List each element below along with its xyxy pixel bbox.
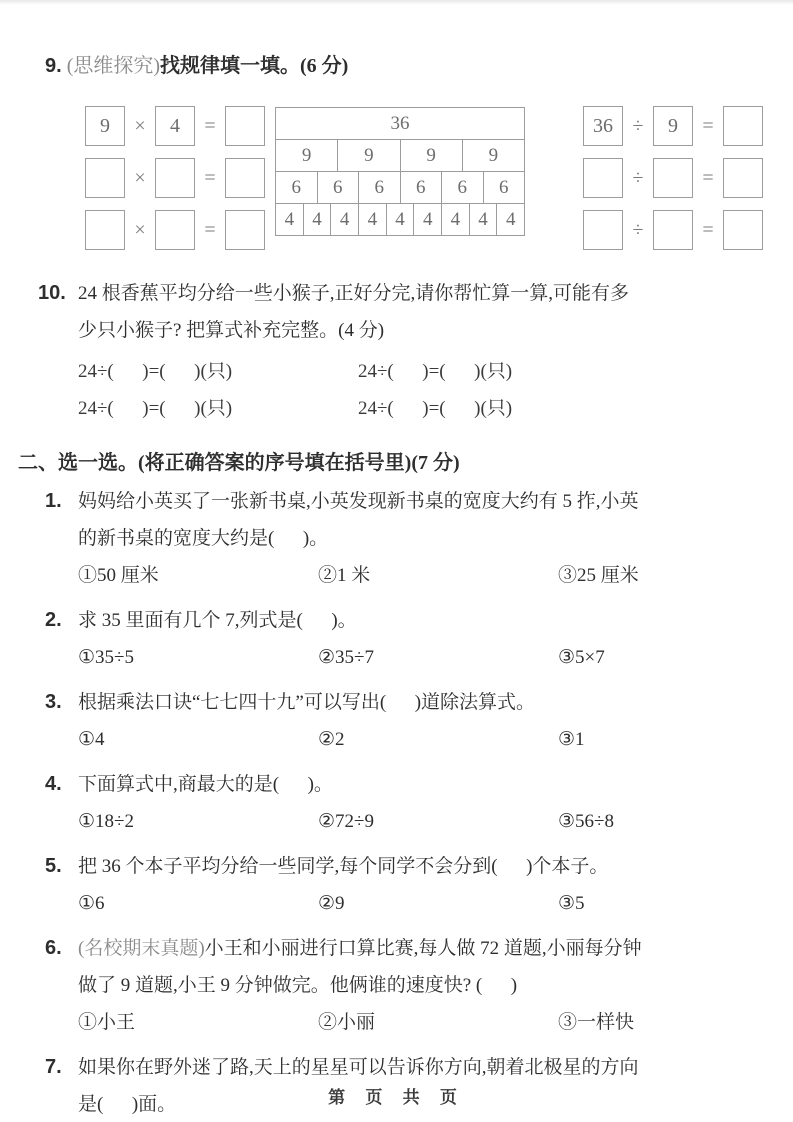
table-cell: 4 xyxy=(386,204,414,235)
question-text: (名校期末真题)小王和小丽进行口算比赛,每人做 72 道题,小丽每分钟 xyxy=(78,938,642,959)
option-1: ①50 厘米 xyxy=(78,565,159,586)
table-cell: 9 xyxy=(337,140,399,171)
equals-sign: = xyxy=(702,166,714,189)
equation-blank: 24÷( )=( )(只) xyxy=(78,361,233,382)
number-partition-table xyxy=(275,107,525,236)
option-2: ②9 xyxy=(318,893,345,914)
table-cell: 4 xyxy=(284,208,295,230)
question-1 xyxy=(45,483,793,594)
question-5 xyxy=(45,848,793,922)
question-2 xyxy=(45,602,793,676)
option-3: ③1 xyxy=(558,729,585,750)
multiply-sign: × xyxy=(134,114,146,137)
option-3: ③5×7 xyxy=(558,647,605,668)
table-cell: 4 xyxy=(441,204,469,235)
divide-sign: ÷ xyxy=(632,114,644,137)
option-1: ①18÷2 xyxy=(78,811,134,832)
equals-sign: = xyxy=(204,218,216,241)
option-2: ②35÷7 xyxy=(318,647,374,668)
answer-box: 9 xyxy=(653,106,693,146)
divide-sign: ÷ xyxy=(632,218,644,241)
division-fill-column xyxy=(583,105,769,251)
answer-box xyxy=(225,158,265,198)
answer-box xyxy=(225,210,265,250)
answer-box xyxy=(723,106,763,146)
answer-box xyxy=(583,158,623,198)
multiply-sign: × xyxy=(134,218,146,241)
division-row xyxy=(583,209,769,251)
table-cell: 6 xyxy=(317,172,359,203)
table-cell: 36 xyxy=(390,112,410,134)
question-number: 7. xyxy=(45,1056,62,1078)
question-number: 10. xyxy=(38,282,66,304)
option-2: ②小丽 xyxy=(318,1012,376,1033)
option-2: ②2 xyxy=(318,729,345,750)
answer-box xyxy=(723,210,763,250)
question-4 xyxy=(45,766,793,840)
option-3: ③一样快 xyxy=(558,1012,635,1033)
table-row xyxy=(276,203,524,235)
option-3: ③25 厘米 xyxy=(558,565,639,586)
options-row xyxy=(78,885,793,922)
divide-sign: ÷ xyxy=(632,166,644,189)
question-9-content xyxy=(85,105,793,251)
option-1: ①6 xyxy=(78,893,105,914)
table-cell: 6 xyxy=(441,172,483,203)
question-10 xyxy=(38,275,793,426)
question-number: 2. xyxy=(45,609,62,631)
table-cell: 9 xyxy=(301,144,312,166)
question-number: 3. xyxy=(45,691,62,713)
multiplication-fill-column xyxy=(85,105,271,251)
answer-box xyxy=(723,158,763,198)
table-cell: 9 xyxy=(400,140,462,171)
table-cell: 6 xyxy=(483,172,525,203)
question-number: 6. xyxy=(45,937,62,959)
equals-sign: = xyxy=(702,114,714,137)
question-text: 做了 9 道题,小王 9 分钟做完。他俩谁的速度快? ( ) xyxy=(78,975,518,996)
answer-box: 36 xyxy=(583,106,623,146)
option-2: ②1 米 xyxy=(318,565,371,586)
answer-box xyxy=(583,210,623,250)
table-row xyxy=(276,171,524,203)
answer-box xyxy=(155,158,195,198)
equals-sign: = xyxy=(702,218,714,241)
fill-in-equations xyxy=(78,354,793,426)
table-cell: 4 xyxy=(469,204,497,235)
options-row xyxy=(78,1004,793,1041)
equation-blank: 24÷( )=( )(只) xyxy=(358,398,513,419)
option-1: ①35÷5 xyxy=(78,647,134,668)
answer-box xyxy=(85,210,125,250)
multiply-sign: × xyxy=(134,166,146,189)
table-cell: 6 xyxy=(358,172,400,203)
question-tag: (思维探究) xyxy=(66,55,161,77)
table-cell: 4 xyxy=(413,204,441,235)
answer-box xyxy=(653,158,693,198)
table-row xyxy=(276,139,524,171)
question-tag: (名校期末真题) xyxy=(78,938,205,959)
options-row xyxy=(78,803,793,840)
options-row xyxy=(78,639,793,676)
question-number: 9. xyxy=(45,55,62,77)
question-text: 根据乘法口诀“七七四十九”可以写出( )道除法算式。 xyxy=(78,692,536,713)
question-text: 少只小猴子? 把算式补充完整。(4 分) xyxy=(78,320,385,341)
answer-box xyxy=(155,210,195,250)
options-row xyxy=(78,721,793,758)
question-text: 妈妈给小英买了一张新书桌,小英发现新书桌的宽度大约有 5 拃,小英 xyxy=(78,491,639,512)
section-2-heading: 二、选一选。(将正确答案的序号填在括号里)(7 分) xyxy=(18,452,460,474)
equals-sign: = xyxy=(204,166,216,189)
answer-box xyxy=(225,106,265,146)
equation-blank: 24÷( )=( )(只) xyxy=(358,361,513,382)
question-text: 下面算式中,商最大的是( )。 xyxy=(78,774,333,795)
question-text: 把 36 个本子平均分给一些同学,每个同学不会分到( )个本子。 xyxy=(78,856,609,877)
question-text: 求 35 里面有几个 7,列式是( )。 xyxy=(78,610,357,631)
option-1: ①小王 xyxy=(78,1012,136,1033)
question-number: 4. xyxy=(45,773,62,795)
page-footer: 第 页 共 页 xyxy=(328,1088,465,1107)
multiplication-row xyxy=(85,209,271,251)
table-cell: 4 xyxy=(303,204,331,235)
option-3: ③5 xyxy=(558,893,585,914)
answer-box: 4 xyxy=(155,106,195,146)
equals-sign: = xyxy=(204,114,216,137)
question-6 xyxy=(45,930,793,1041)
multiplication-row xyxy=(85,157,271,199)
table-cell: 6 xyxy=(400,172,442,203)
multiplication-row xyxy=(85,105,271,147)
answer-box: 9 xyxy=(85,106,125,146)
division-row xyxy=(583,105,769,147)
question-text: 是( )面。 xyxy=(78,1094,177,1115)
options-row xyxy=(78,557,793,594)
question-title: 找规律填一填。(6 分) xyxy=(160,55,349,77)
table-row xyxy=(276,108,524,139)
question-text: 的新书桌的宽度大约是( )。 xyxy=(78,528,329,549)
question-number: 5. xyxy=(45,855,62,877)
option-3: ③56÷8 xyxy=(558,811,614,832)
answer-box xyxy=(653,210,693,250)
question-text: 如果你在野外迷了路,天上的星星可以告诉你方向,朝着北极星的方向 xyxy=(78,1057,639,1078)
table-cell: 4 xyxy=(330,204,358,235)
question-text: 24 根香蕉平均分给一些小猴子,正好分完,请你帮忙算一算,可能有多 xyxy=(78,283,630,304)
answer-box xyxy=(85,158,125,198)
table-cell: 6 xyxy=(291,176,301,198)
option-2: ②72÷9 xyxy=(318,811,374,832)
equation-blank: 24÷( )=( )(只) xyxy=(78,398,233,419)
table-cell: 4 xyxy=(358,204,386,235)
question-number: 1. xyxy=(45,490,62,512)
division-row xyxy=(583,157,769,199)
question-9-heading xyxy=(45,48,793,85)
question-3 xyxy=(45,684,793,758)
table-cell: 9 xyxy=(462,140,524,171)
option-1: ①4 xyxy=(78,729,105,750)
table-cell: 4 xyxy=(496,204,524,235)
